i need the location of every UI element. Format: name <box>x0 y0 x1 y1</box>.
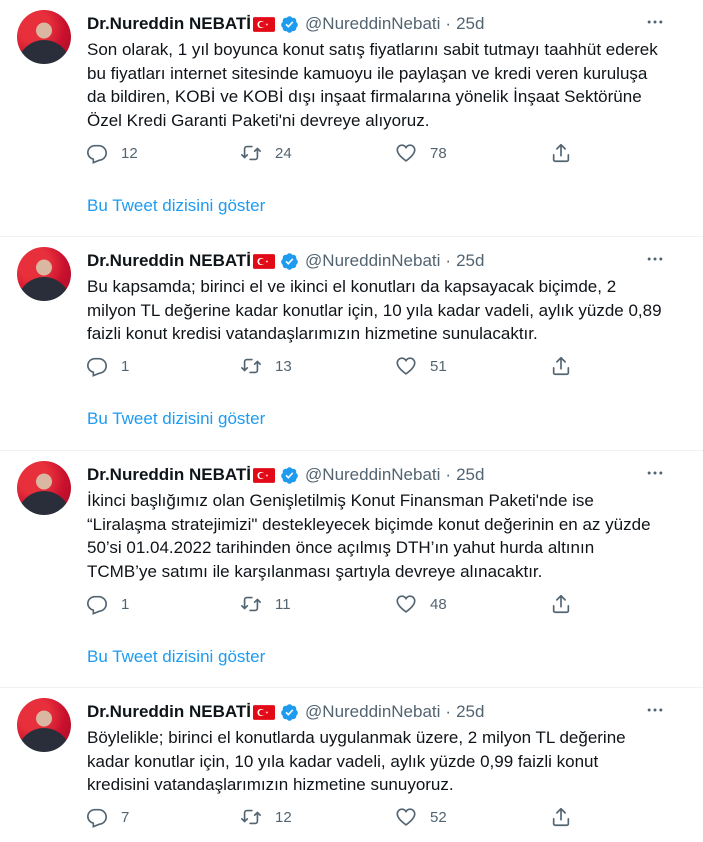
tweet-time[interactable]: 25d <box>456 251 485 270</box>
share-button[interactable] <box>550 593 572 615</box>
turkey-flag-icon <box>253 17 275 32</box>
like-count: 52 <box>430 808 447 826</box>
retweet-count: 11 <box>275 595 291 613</box>
author-handle[interactable]: @NureddinNebati <box>305 14 441 33</box>
retweet-button[interactable] <box>240 593 291 615</box>
separator-dot: · <box>445 14 452 33</box>
like-count: 48 <box>430 595 447 613</box>
more-icon[interactable] <box>644 699 666 721</box>
more-icon[interactable] <box>644 11 666 33</box>
show-thread-link[interactable]: Bu Tweet dizisini göster <box>87 647 266 666</box>
tweet-text: Son olarak, 1 yıl boyunca konut satış fiyatlarını sabit tutmayı taahhüt ederek bu fiyatları internet sitesinde kamuoyu ile paylaşan ve kredi veren kuruluşa da bildiren, KOBİ ve KOBİ dışı inşaat firmalarına yönelik İnşaat Sektörüne Özel Kredi Garanti Paketi'ni devreye alıyoruz. <box>87 40 658 130</box>
like-button[interactable] <box>395 142 447 164</box>
avatar[interactable] <box>17 10 71 64</box>
more-icon[interactable] <box>644 248 666 270</box>
share-button[interactable] <box>550 142 572 164</box>
more-icon[interactable] <box>644 462 666 484</box>
turkey-flag-icon <box>253 468 275 483</box>
like-icon <box>395 806 417 828</box>
avatar[interactable] <box>17 698 71 752</box>
tweet[interactable] <box>0 237 703 451</box>
like-icon <box>395 355 417 377</box>
share-icon <box>550 142 572 164</box>
retweet-icon <box>240 806 262 828</box>
author-name[interactable]: Dr.Nureddin NEBATİ <box>87 465 252 484</box>
tweet-header <box>87 12 484 36</box>
reply-button[interactable] <box>86 142 138 164</box>
tweet-time[interactable]: 25d <box>456 14 485 33</box>
like-button[interactable] <box>395 806 447 828</box>
like-icon <box>395 142 417 164</box>
author-name[interactable]: Dr.Nureddin NEBATİ <box>87 702 252 721</box>
like-count: 51 <box>430 357 447 375</box>
verified-badge-icon <box>280 15 299 34</box>
separator-dot: · <box>445 702 452 721</box>
tweet-header <box>87 249 484 273</box>
retweet-icon <box>240 355 262 377</box>
share-button[interactable] <box>550 355 572 377</box>
like-button[interactable] <box>395 593 447 615</box>
reply-count: 1 <box>121 357 130 375</box>
retweet-count: 12 <box>275 808 292 826</box>
author-name[interactable]: Dr.Nureddin NEBATİ <box>87 251 252 270</box>
retweet-icon <box>240 593 262 615</box>
like-count: 78 <box>430 144 447 162</box>
author-handle[interactable]: @NureddinNebati <box>305 251 441 270</box>
tweet-actions <box>0 806 703 832</box>
reply-icon <box>86 593 108 615</box>
like-icon <box>395 593 417 615</box>
show-thread-link[interactable]: Bu Tweet dizisini göster <box>87 409 266 428</box>
reply-button[interactable] <box>86 355 129 377</box>
reply-count: 1 <box>121 595 130 613</box>
verified-badge-icon <box>280 252 299 271</box>
tweet-time[interactable]: 25d <box>456 465 485 484</box>
reply-icon <box>86 806 108 828</box>
tweet-actions <box>0 593 703 619</box>
retweet-count: 13 <box>275 357 292 375</box>
retweet-button[interactable] <box>240 806 292 828</box>
retweet-icon <box>240 142 262 164</box>
reply-count: 7 <box>121 808 130 826</box>
retweet-count: 24 <box>275 144 292 162</box>
avatar[interactable] <box>17 461 71 515</box>
share-icon <box>550 355 572 377</box>
author-handle[interactable]: @NureddinNebati <box>305 465 441 484</box>
share-icon <box>550 806 572 828</box>
separator-dot: · <box>445 465 452 484</box>
share-icon <box>550 593 572 615</box>
tweet-header <box>87 700 484 724</box>
tweet-actions <box>0 142 703 168</box>
retweet-button[interactable] <box>240 142 292 164</box>
tweet[interactable] <box>0 451 703 688</box>
retweet-button[interactable] <box>240 355 292 377</box>
share-button[interactable] <box>550 806 572 828</box>
turkey-flag-icon <box>253 705 275 720</box>
author-name[interactable]: Dr.Nureddin NEBATİ <box>87 14 252 33</box>
tweet-time[interactable]: 25d <box>456 702 485 721</box>
turkey-flag-icon <box>253 254 275 269</box>
separator-dot: · <box>445 251 452 270</box>
verified-badge-icon <box>280 466 299 485</box>
reply-button[interactable] <box>86 806 129 828</box>
author-handle[interactable]: @NureddinNebati <box>305 702 441 721</box>
avatar[interactable] <box>17 247 71 301</box>
tweet-text: Bu kapsamda; birinci el ve ikinci el konutları da kapsayacak biçimde, 2 milyon TL değerine kadar konutlar için, 10 yıla kadar vadeli, aylık yüzde 0,89 faizli konut kredisi vatandaşlarımızın hizmetine sunulacaktır. <box>87 277 662 343</box>
tweet[interactable] <box>0 0 703 237</box>
show-thread-link[interactable]: Bu Tweet dizisini göster <box>87 196 266 215</box>
tweet-actions <box>0 355 703 381</box>
reply-icon <box>86 142 108 164</box>
reply-icon <box>86 355 108 377</box>
tweet-text: Böylelikle; birinci el konutlarda uygulanmak üzere, 2 milyon TL değerine kadar konutlar için, 10 yıla kadar vadeli, aylık yüzde 0,99 faizli konut kredisini vatandaşlarımızın hizmetine sunuyoruz. <box>87 728 626 794</box>
like-button[interactable] <box>395 355 447 377</box>
reply-count: 12 <box>121 144 138 162</box>
tweet-header <box>87 463 484 487</box>
tweet[interactable] <box>0 688 703 842</box>
verified-badge-icon <box>280 703 299 722</box>
reply-button[interactable] <box>86 593 129 615</box>
tweet-text: İkinci başlığımız olan Genişletilmiş Konut Finansman Paketi'nde ise “Liralaşma stratejimizi" destekleyecek biçimde konut değerinin en az yüzde 50’si 01.04.2022 tarihinden önce açılmış DTH’ın yahut hurda altının TCMB’ye satımı ile karşılanması şartıyla devreye alınacaktır. <box>87 491 651 581</box>
